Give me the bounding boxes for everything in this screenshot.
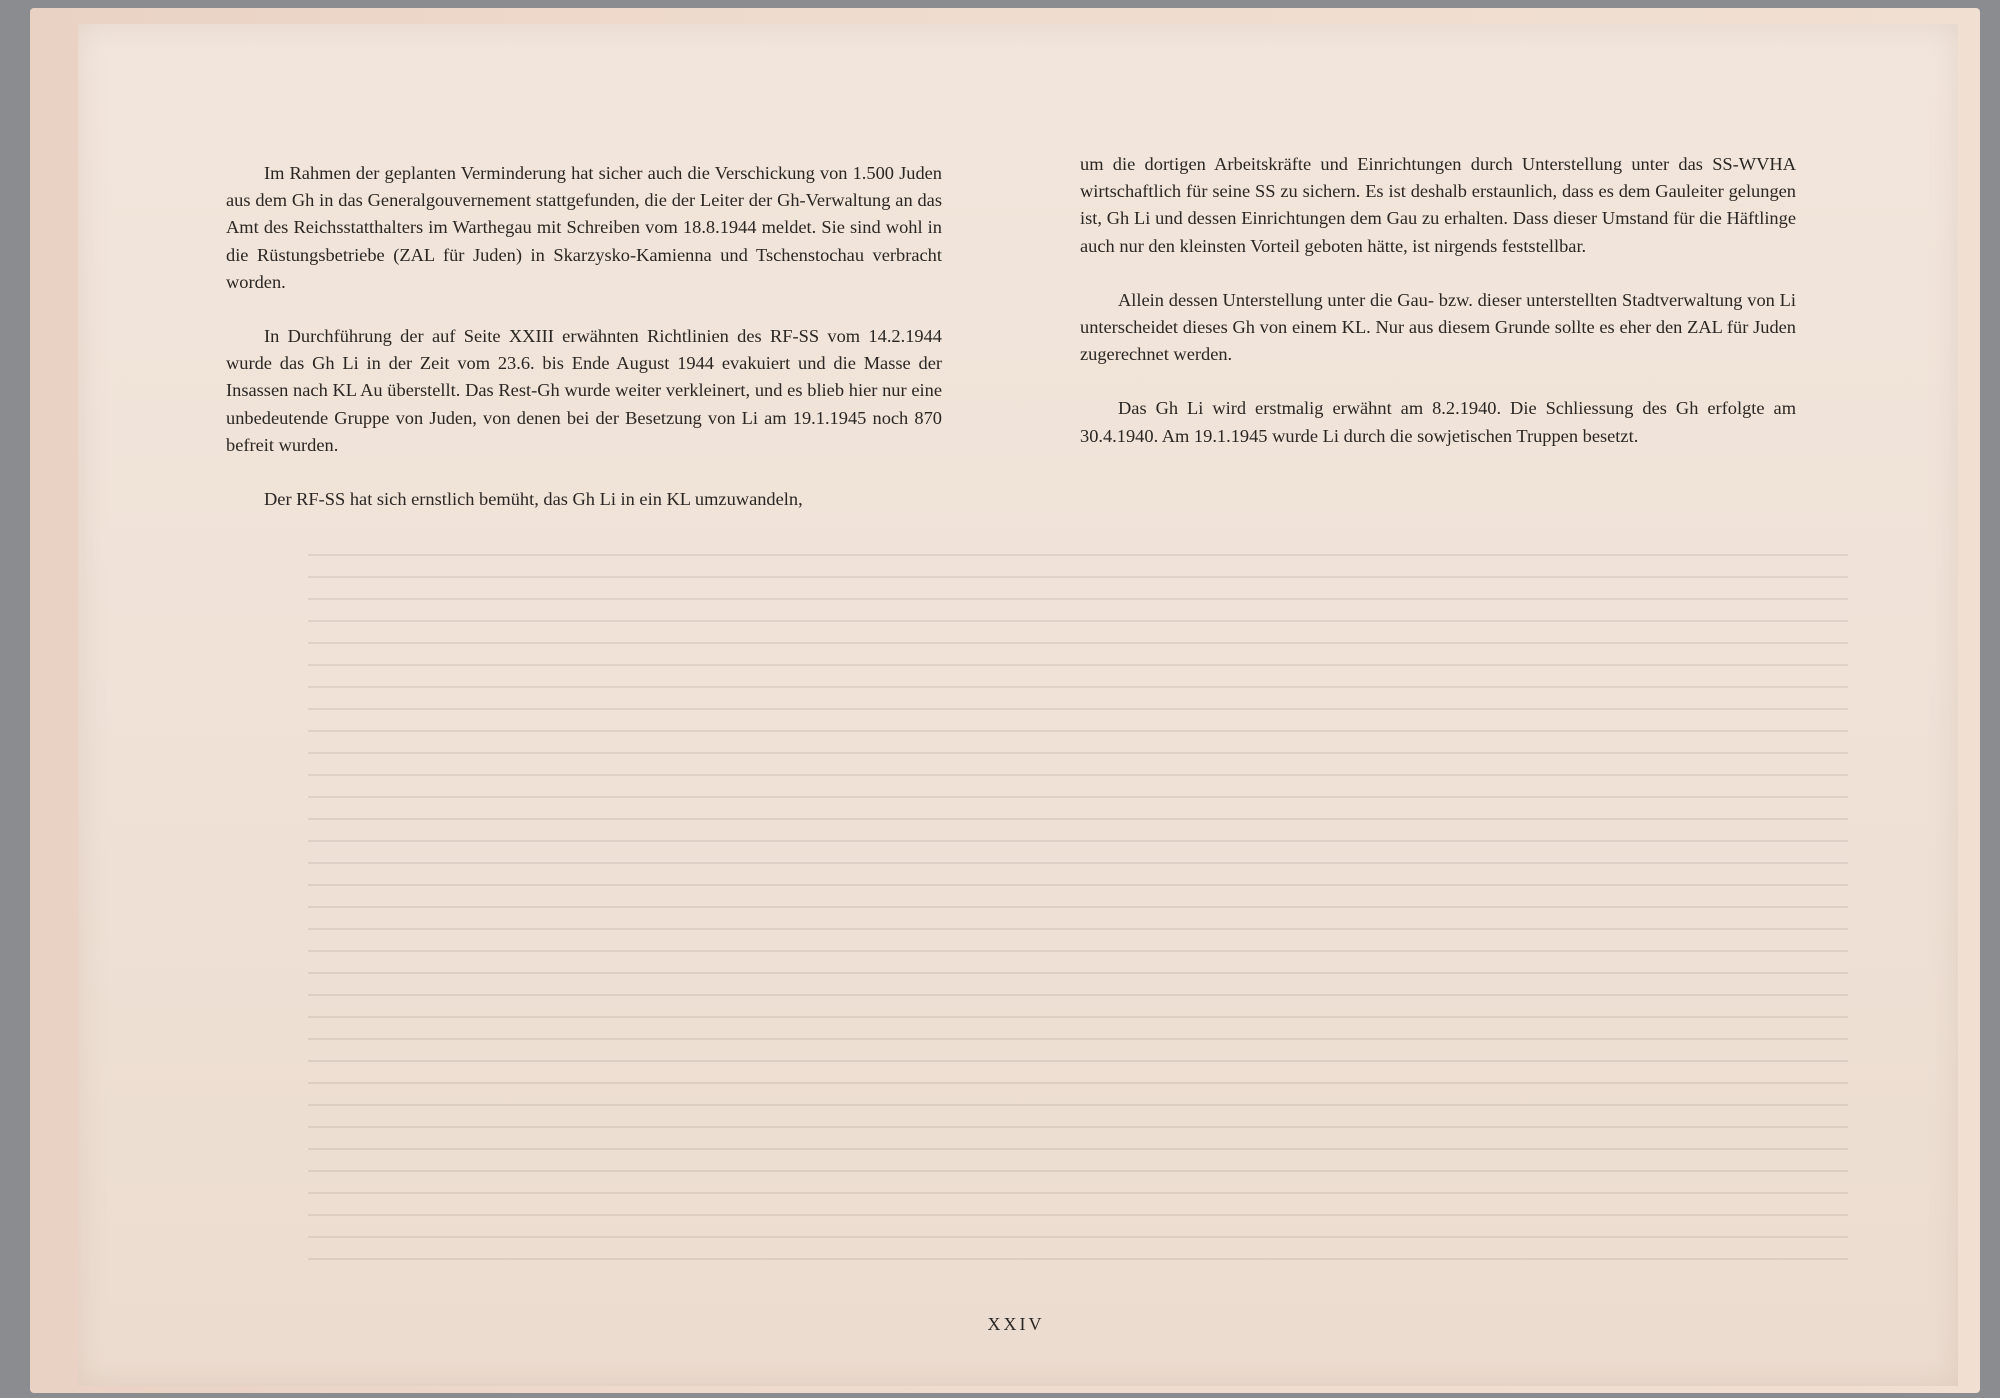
paragraph-dates: Das Gh Li wird erstmalig erwähnt am 8.2.1940. Die Schliessung des Gh erfolgte am 30.4.1940. Am 19.1.1945 wurde Li durch die sowjetischen Truppen besetzt. — [1080, 398, 1796, 446]
paragraph-rf-ss: Der RF-SS hat sich ernstlich bemüht, das Gh Li in ein KL umzuwandeln, — [264, 489, 803, 510]
paragraph-verschickung: Im Rahmen der geplanten Verminderung hat sicher auch die Verschickung von 1.500 Juden aus dem Gh in das Generalgouvernement stattgefunden, die der Leiter der Gh-Verwaltung an das Amt des Reichsstatthalters im Warthegau mit Schreiben vom 18.8.1944 meldet. Sie sind wohl in die Rüstungsbetriebe (ZAL für Juden) in Skarzysko-Kamienna und Tschenstochau verbracht worden. — [226, 163, 942, 292]
paragraph-unterstellung: Allein dessen Unterstellung unter die Gau- bzw. dieser unterstellten Stadtverwaltung von Li unterscheidet dieses Gh von einem KL. Nur aus diesem Grunde sollte es eher den ZAL für Juden zugerechnet werden. — [1080, 289, 1796, 365]
paragraph-continuation: um die dortigen Arbeitskräfte und Einrichtungen durch Unterstellung unter das SS-WVHA wirtschaftlich für seine SS zu sichern. Es ist deshalb erstaunlich, dass es dem Gauleiter gelungen ist, Gh Li und dessen Einrichtungen dem Gau zu erhalten. Dass dieser Umstand für die Häftlinge auch nur den kleinsten Vorteil geboten hätte, ist nirgends feststellbar. — [1080, 154, 1796, 256]
page-number: XXIV — [987, 1314, 1045, 1334]
bleed-through-text — [308, 534, 1848, 1274]
right-text-column — [1080, 151, 1796, 477]
left-text-column — [226, 160, 942, 540]
paragraph-evakuierung: In Durchführung der auf Seite XXIII erwähnten Richtlinien des RF-SS vom 14.2.1944 wurde das Gh Li in der Zeit vom 23.6. bis Ende August 1944 evakuiert und die Masse der Insassen nach KL Au überstellt. Das Rest-Gh wurde weiter verkleinert, und es blieb hier nur eine unbedeutende Gruppe von Juden, von denen bei der Besetzung von Li am 19.1.1945 noch 870 befreit wurden. — [226, 326, 942, 455]
